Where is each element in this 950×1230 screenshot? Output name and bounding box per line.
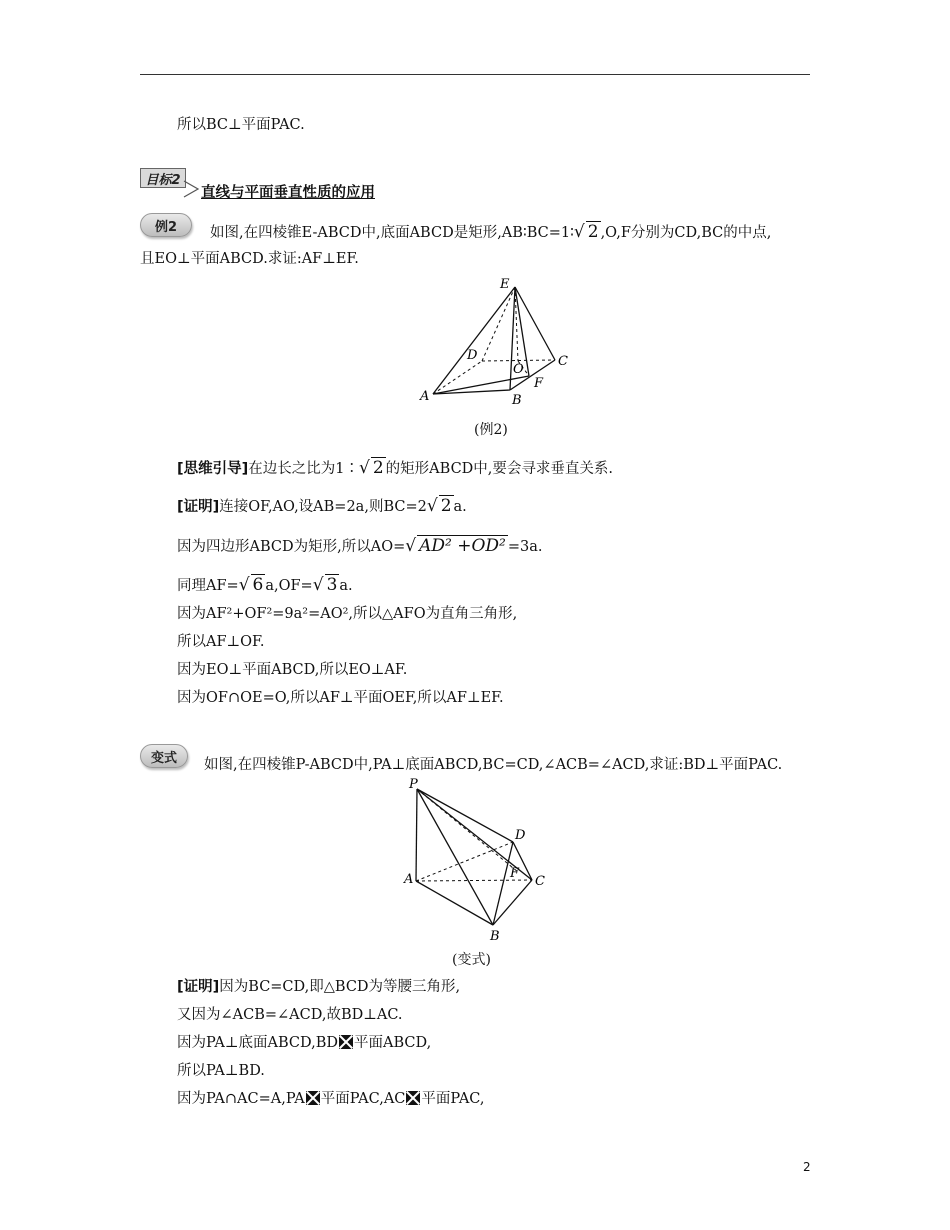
- variant-text: 如图,在四棱锥P-ABCD中,PA⊥底面ABCD,BC=CD,∠ACB=∠ACD,求证:BD⊥平面PAC.: [204, 757, 783, 773]
- hint-rad: 2: [372, 458, 384, 478]
- goal-title: 直线与平面垂直性质的应用: [201, 185, 375, 201]
- label-C: C: [558, 354, 568, 369]
- proof-post: a.: [453, 499, 467, 515]
- label-A: A: [420, 389, 430, 404]
- label-C: C: [535, 874, 545, 889]
- top-line: 所以BC⊥平面PAC.: [177, 117, 305, 133]
- goal-arrow-icon: [183, 178, 199, 198]
- variant-proof-line4: 所以PA⊥BD.: [177, 1063, 265, 1079]
- proof-line1: [177, 495, 467, 517]
- proof-line6: 因为EO⊥平面ABCD,所以EO⊥AF.: [177, 662, 408, 678]
- example-line1-pre: 如图,在四棱锥E-ABCD中,底面ABCD是矩形,AB∶BC=1∶: [210, 225, 574, 241]
- variant-proof-line2: 又因为∠ACB=∠ACD,故BD⊥AC.: [177, 1007, 403, 1023]
- sqrt-icon: √ 6: [238, 575, 264, 595]
- label-D: D: [515, 828, 526, 843]
- sqrt-icon: √ AD² +OD²: [405, 536, 506, 556]
- example-line1-rad: 2: [587, 222, 599, 242]
- proof-pre: 连接OF,AO,设AB=2a,则BC=2: [219, 499, 427, 515]
- l4-pre: 同理AF=: [177, 578, 239, 594]
- proof-rad: 2: [440, 496, 452, 516]
- variant-p3-pre: 因为PA⊥底面ABCD,BD: [177, 1035, 339, 1051]
- label-A: A: [404, 872, 414, 887]
- proof-line7: 因为OF∩OE=O,所以AF⊥平面OEF,所以AF⊥EF.: [177, 690, 504, 706]
- example-caption: (例2): [474, 422, 508, 438]
- label-B: B: [512, 393, 522, 408]
- page-number: 2: [803, 1160, 811, 1174]
- l3-rad: AD² +OD²: [419, 536, 506, 556]
- variant-tag: 变式: [140, 744, 188, 768]
- header-rule: [140, 74, 810, 75]
- variant-caption: (变式): [452, 952, 491, 968]
- variant-p3-post: 平面ABCD,: [354, 1035, 432, 1051]
- label-F: F: [510, 866, 520, 881]
- proof-line3: [177, 574, 353, 596]
- hint-line: [177, 457, 613, 479]
- subset-symbol-icon: [306, 1091, 320, 1105]
- example-line2: 且EO⊥平面ABCD.求证:AF⊥EF.: [140, 251, 359, 267]
- sqrt-icon: √ 2: [426, 496, 452, 516]
- l4-rad2: 3: [326, 575, 338, 595]
- variant-figure: [400, 775, 560, 945]
- variant-proof-line1: [177, 977, 460, 997]
- sqrt-icon: √ 2: [573, 222, 599, 242]
- subset-symbol-icon: [339, 1035, 353, 1049]
- proof-label: [证明]: [177, 499, 220, 515]
- example-tag: 例2: [140, 213, 192, 237]
- subset-symbol-icon: [406, 1091, 420, 1105]
- proof-line5: 所以AF⊥OF.: [177, 634, 265, 650]
- example-line1: [210, 221, 771, 243]
- proof-line2: [177, 535, 542, 557]
- variant-proof-label: [证明]: [177, 979, 220, 995]
- hint-pre: 在边长之比为1∶: [248, 461, 359, 477]
- hint-post: 的矩形ABCD中,要会寻求垂直关系.: [385, 461, 614, 477]
- label-D: D: [467, 348, 478, 363]
- l3-pre: 因为四边形ABCD为矩形,所以AO=: [177, 539, 406, 555]
- example-figure: [410, 272, 580, 412]
- variant-p5-pre: 因为PA∩AC=A,PA: [177, 1091, 305, 1107]
- label-F: F: [534, 376, 544, 391]
- variant-proof-line5: [177, 1089, 485, 1109]
- l3-post: =3a.: [507, 539, 543, 555]
- variant-proof-line3: [177, 1033, 431, 1053]
- l4-post: a.: [339, 578, 353, 594]
- label-P: P: [409, 777, 418, 792]
- hint-label: [思维引导]: [177, 461, 249, 477]
- variant-p5-post: 平面PAC,: [421, 1091, 485, 1107]
- variant-p1: 因为BC=CD,即△BCD为等腰三角形,: [219, 979, 461, 995]
- proof-line4: 因为AF²+OF²=9a²=AO²,所以△AFO为直角三角形,: [177, 606, 518, 622]
- label-E: E: [500, 277, 510, 292]
- sqrt-icon: √ 2: [359, 458, 384, 478]
- goal-tag: 目标2: [140, 168, 186, 188]
- sqrt-icon: √ 3: [312, 575, 338, 595]
- label-B: B: [490, 929, 500, 944]
- l4-mid: a,OF=: [265, 578, 313, 594]
- l4-rad1: 6: [252, 575, 264, 595]
- variant-p5-mid: 平面PAC,AC: [320, 1091, 406, 1107]
- example-line1-post: ,O,F分别为CD,BC的中点,: [600, 225, 772, 241]
- label-O: O: [513, 362, 524, 377]
